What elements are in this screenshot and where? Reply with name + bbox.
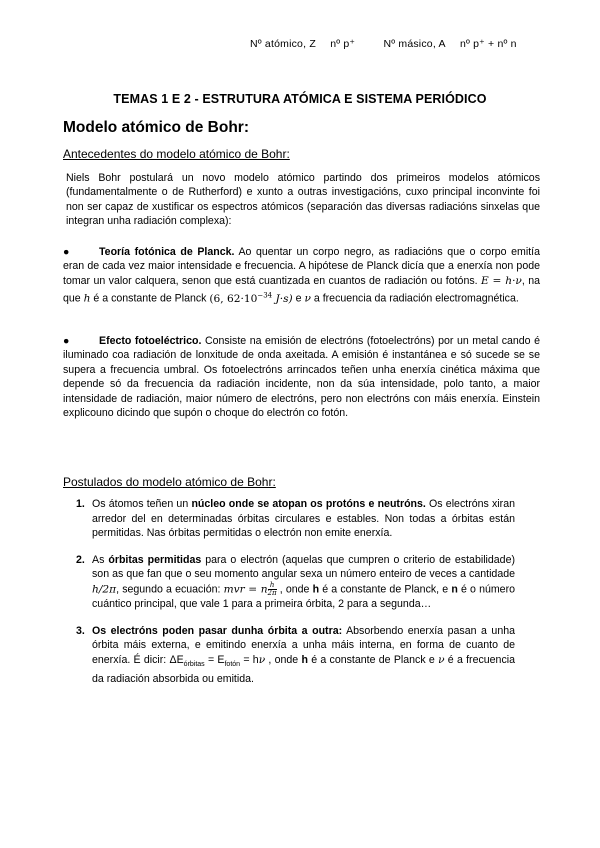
section-heading: Modelo atómico de Bohr: <box>63 119 249 136</box>
planck-equation: E = h·ν <box>481 274 522 287</box>
postulate-bold: órbitas permitidas <box>108 553 202 566</box>
list-item <box>76 497 515 541</box>
postulate-text: As <box>92 553 109 566</box>
intro-paragraph: Niels Bohr postulará un novo modelo atómico partindo dos primeiros modelos atómicos (fundamentalmente o de Rutherford) e xunto a outras investigacións, cuxo principal inconvinte foi non ser capaz de xustificar os espectros atómicos (separación das diversas radiacións sinxelas que integran unha radiación complexa): <box>66 172 540 228</box>
postulate-text: , segundo a ecuación: <box>116 583 224 596</box>
planck-h-symbol: h <box>83 292 91 305</box>
subscript: órbitas <box>183 660 205 668</box>
planck-nu-symbol: ν <box>304 292 311 305</box>
postulate-text: = h <box>240 653 259 666</box>
postulate-bold: n <box>451 583 458 596</box>
planck-paragraph <box>63 245 540 306</box>
mass-number-value: nº p⁺ + nº n <box>459 38 517 50</box>
planck-title: Teoría fotónica de Planck. <box>99 246 235 258</box>
planck-text: Ao quentar un corpo negro, as radiacións que o corpo emitía eran de cada vez maior intensidade e frecuencia. A hipótese de Planck dicía que a enerxía non pode tomar un valor calquera, senon que está cuantizada en cuantos de radiación ou fotóns. <box>63 246 540 287</box>
postulate-text: , onde <box>265 653 302 666</box>
planck-eq-text: , na que <box>63 274 541 305</box>
nu-symbol: ν <box>258 653 266 666</box>
subscript: fotón <box>224 660 241 668</box>
planck-constant <box>209 293 292 305</box>
planck-constant-value: (6, 62·10 <box>209 292 258 305</box>
list-item-number: 3. <box>76 624 85 637</box>
angular-momentum-equation: mvr = n <box>223 583 268 596</box>
mass-number-label: Nº másico, A <box>383 38 446 50</box>
postulate-text: é a frecuencia da radiación absorbida ou emitida. <box>92 653 515 686</box>
fraction-numerator: h <box>268 582 277 590</box>
postulate-text: , onde <box>276 583 313 596</box>
bullet-marker: ● <box>63 246 70 258</box>
postulate-bold: núcleo onde se atopan os protóns e neutróns. <box>191 498 426 510</box>
postulate-text: para o electrón (aquelas que cumpren o criterio de estabilidade) son as que fan que o seu momento angular sexa un número enteiro de veces a cantidade <box>92 553 515 581</box>
postulate-text: Absorbendo enerxía pasan a unha órbita máis externa, e emitindo enerxía a unha máis interna, en forma de cuanto de enerxía. É dicir: ΔE <box>92 624 515 666</box>
fraction <box>268 582 277 597</box>
postulate-text: é a constante de Planck, e <box>319 583 452 596</box>
atomic-number-value: nº p⁺ <box>330 38 356 50</box>
bullet-marker: ● <box>63 335 70 347</box>
postulate-text: é a constante de Planck e <box>307 653 439 666</box>
postulados-subtitle: Postulados do modelo atómico de Bohr: <box>63 475 276 489</box>
planck-eq-text: é a constante de Planck <box>90 292 210 305</box>
planck-constant-exponent: −34 <box>257 291 273 300</box>
postulate-text: é o número cuántico principal, que vale 1 para a primeira órbita, 2 para a segunda… <box>92 583 515 610</box>
quantum-expression: h/2π <box>92 583 117 596</box>
photoelectric-text: Consiste na emisión de electróns (fotoelectróns) por un metal cando é iluminado coa radiación de lonxitude de onda axeitada. A emisión é instantánea e só sucede se se supera a frecuencia umbral. Os fotoelectróns arrincados teñen unha enerxía cinética máxima que depende só da frecuencia da radiación incidente, non da súa intensidade, polo tanto, a maior intensidade de radiación, maior número de electróns, pero non electróns con máis enerxía. Einstein explicouno dicindo que supón o choque do electrón co fotón. <box>63 335 540 420</box>
list-item <box>76 624 515 687</box>
list-item-number: 1. <box>76 498 85 510</box>
photoelectric-paragraph <box>63 334 540 420</box>
planck-eq-text: e <box>292 292 305 305</box>
antecedentes-subtitle: Antecedentes do modelo atómico de Bohr: <box>63 147 290 161</box>
postulate-text: Os electróns xiran arredor del en determinadas órbitas circulares e estables. Non todas a órbitas están permitidas. Nas órbitas permitidas o electrón non emite enerxía. <box>92 498 515 540</box>
postulate-bold: h <box>312 583 320 596</box>
photoelectric-title: Efecto fotoeléctrico. <box>99 335 202 347</box>
planck-constant-unit: J·s) <box>272 292 293 305</box>
postulate-text: Os átomos teñen un <box>92 498 192 510</box>
postulate-text: = E <box>204 653 225 666</box>
postulate-bold: h <box>301 653 308 666</box>
page-header <box>250 38 517 50</box>
atomic-number-label: Nº atómico, Z <box>250 38 316 50</box>
postulate-bold: Os electróns poden pasar dunha órbita a outra: <box>92 624 343 637</box>
list-item-number: 2. <box>76 553 85 566</box>
planck-eq-text: a frecuencia da radiación electromagnética. <box>310 292 519 305</box>
fraction-denominator: 2π <box>267 588 277 597</box>
postulates-list <box>76 497 515 699</box>
list-item <box>76 553 515 612</box>
page-title: TEMAS 1 E 2 - ESTRUTURA ATÓMICA E SISTEMA PERIÓDICO <box>113 92 487 106</box>
nu-symbol: ν <box>438 653 445 666</box>
